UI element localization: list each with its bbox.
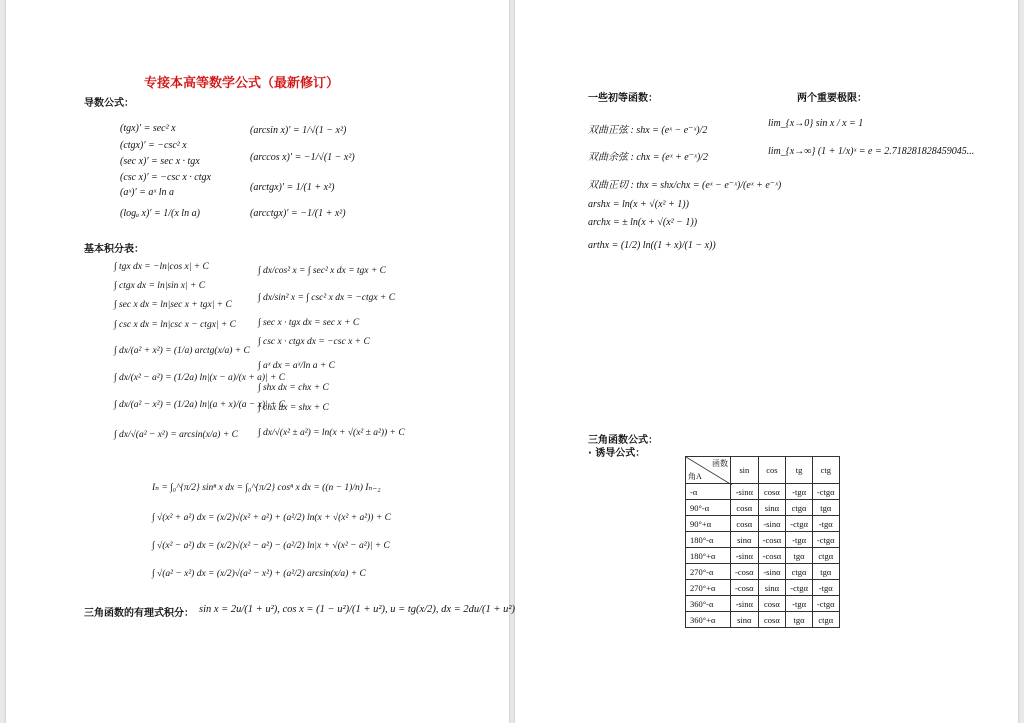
rational-heading: 三角函数的有理式积分： [84,608,194,619]
table-cell: 90°-α [686,500,731,516]
integral-formula: ∫ sec x · tgx dx = sec x + C [258,318,360,328]
derivative-formula: (aˣ)′ = aˣ ln a [120,187,175,198]
limit-formula: lim_{x→∞} (1 + 1/x)ˣ = e = 2.718281828459045... [768,146,975,157]
table-cell: 360°+α [686,612,731,628]
derivative-formula: (sec x)′ = sec x · tgx [120,156,200,167]
table-row [686,596,840,612]
document-page-left [6,0,515,723]
table-cell: cosα [731,516,759,532]
integral-formula: ∫ dx/sin² x = ∫ csc² x dx = −ctgx + C [258,293,396,303]
table-cell: sinα [758,580,786,596]
elementary-formula: arshx = ln(x + √(x² + 1)) [588,199,689,210]
table-cell: cosα [731,500,759,516]
derivative-formula: (arctgx)′ = 1/(1 + x²) [250,182,335,193]
document-title: 专接本高等数学公式（最新修订） [144,76,340,91]
table-cell: -cosα [758,532,786,548]
table-cell: cosα [758,612,786,628]
derivative-formula: (arcsin x)′ = 1/√(1 − x²) [250,125,347,136]
integral-formula: ∫ dx/√(a² − x²) = arcsin(x/a) + C [114,430,238,440]
table-cell: ctgα [812,612,839,628]
document-page-right [515,0,1018,723]
table-cell: -ctgα [812,532,839,548]
integral-formula: ∫ shx dx = chx + C [258,383,329,393]
table-cell: -ctgα [786,516,813,532]
table-cell: -ctgα [812,484,839,500]
table-cell: -tgα [786,596,813,612]
table-cell: 180°-α [686,532,731,548]
table-cell: ctgα [786,500,813,516]
integral-formula: ∫ dx/(a² + x²) = (1/a) arctg(x/a) + C [114,346,250,356]
table-cell: sinα [731,612,759,628]
header-function-label: 函数 [712,459,728,468]
integral-formula: ∫ √(x² − a²) dx = (x/2)√(x² − a²) − (a²/2) ln|x + √(x² − a²)| + C [152,541,390,551]
integral-formula: ∫ ctgx dx = ln|sin x| + C [114,281,206,291]
integrals-heading: 基本积分表： [84,244,144,255]
table-cell: 180°+α [686,548,731,564]
table-row [686,532,840,548]
table-cell: -ctgα [786,580,813,596]
integral-formula: ∫ csc x · ctgx dx = −csc x + C [258,337,370,347]
table-cell: 360°-α [686,596,731,612]
trig-formulas-heading: 三角函数公式： [588,435,658,446]
table-cell: tgα [786,548,813,564]
table-row [686,612,840,628]
derivative-formula: (ctgx)′ = −csc² x [120,140,187,151]
table-cell: cosα [758,596,786,612]
derivative-formula: (arcctgx)′ = −1/(1 + x²) [250,208,346,219]
integral-formula: ∫ dx/cos² x = ∫ sec² x dx = tgx + C [258,266,386,276]
table-row [686,580,840,596]
header-angle-label: 角A [688,472,702,481]
wallis-formula: Iₙ = ∫₀^{π/2} sinⁿ x dx = ∫₀^{π/2} cosⁿ x dx = ((n − 1)/n) Iₙ₋₂ [152,483,381,493]
induction-formulas-subheading: · 诱导公式： [588,448,646,459]
column-header: cos [758,457,786,484]
integral-formula: ∫ aˣ dx = aˣ/ln a + C [258,361,335,371]
table-row [686,516,840,532]
table-cell: cosα [758,484,786,500]
derivative-formula: (tgx)′ = sec² x [120,123,176,134]
table-cell: -α [686,484,731,500]
table-cell: sinα [758,500,786,516]
integral-formula: ∫ dx/√(x² ± a²) = ln(x + √(x² ± a²)) + C [258,428,405,438]
column-header: sin [731,457,759,484]
integral-formula: ∫ √(a² − x²) dx = (x/2)√(a² − x²) + (a²/2) arcsin(x/a) + C [152,569,366,579]
integral-formula: ∫ chx dx = shx + C [258,403,329,413]
table-cell: -sinα [731,484,759,500]
table-row [686,548,840,564]
table-header-row [686,457,840,484]
column-header: ctg [812,457,839,484]
elementary-functions-heading: 一些初等函数： [588,93,658,104]
limit-formula: lim_{x→0} sin x / x = 1 [768,118,864,129]
table-row [686,484,840,500]
table-cell: -ctgα [812,596,839,612]
integral-formula: ∫ csc x dx = ln|csc x − ctgx| + C [114,320,237,330]
table-cell: ctgα [786,564,813,580]
elementary-formula: arthx = (1/2) ln((1 + x)/(1 − x)) [588,240,716,251]
derivatives-heading: 导数公式： [84,98,134,109]
derivative-formula: (arccos x)′ = −1/√(1 − x²) [250,152,355,163]
column-header: tg [786,457,813,484]
integral-formula: ∫ dx/(x² − a²) = (1/2a) ln|(x − a)/(x + a)| + C [114,373,286,383]
induction-formula-table [685,456,840,628]
elementary-formula: 双曲余弦 : chx = (eˣ + e⁻ˣ)/2 [588,152,708,163]
table-cell: -tgα [812,580,839,596]
table-cell: -sinα [731,596,759,612]
table-cell: tgα [812,564,839,580]
table-cell: 90°+α [686,516,731,532]
table-cell: -tgα [812,516,839,532]
table-cell: ctgα [812,548,839,564]
integral-formula: ∫ tgx dx = −ln|cos x| + C [114,262,209,272]
table-cell: -tgα [786,484,813,500]
table-cell: tgα [812,500,839,516]
integral-formula: ∫ dx/(a² − x²) = (1/2a) ln|(a + x)/(a − x)| + C [114,400,286,410]
table-cell: -cosα [758,548,786,564]
elementary-formula: archx = ± ln(x + √(x² − 1)) [588,217,698,228]
table-cell: 270°-α [686,564,731,580]
table-cell: sinα [731,532,759,548]
derivative-formula: (logₐ x)′ = 1/(x ln a) [120,208,200,219]
table-cell: -cosα [731,564,759,580]
table-cell: -sinα [731,548,759,564]
table-cell: 270°+α [686,580,731,596]
derivative-formula: (csc x)′ = −csc x · ctgx [120,172,211,183]
table-cell: -sinα [758,564,786,580]
integral-formula: ∫ sec x dx = ln|sec x + tgx| + C [114,300,232,310]
elementary-formula: 双曲正切 : thx = shx/chx = (eˣ − e⁻ˣ)/(eˣ + e⁻ˣ) [588,180,782,191]
rational-substitution-formula: sin x = 2u/(1 + u²), cos x = (1 − u²)/(1 + u²), u = tg(x/2), dx = 2du/(1 + u²) [199,604,515,615]
table-cell: tgα [786,612,813,628]
table-cell: -sinα [758,516,786,532]
table-corner-cell [686,457,731,484]
table-row [686,500,840,516]
table-row [686,564,840,580]
elementary-formula: 双曲正弦 : shx = (eˣ − e⁻ˣ)/2 [588,125,708,136]
important-limits-heading: 两个重要极限： [797,93,867,104]
table-cell: -cosα [731,580,759,596]
table-cell: -tgα [786,532,813,548]
integral-formula: ∫ √(x² + a²) dx = (x/2)√(x² + a²) + (a²/2) ln(x + √(x² + a²)) + C [152,513,391,523]
